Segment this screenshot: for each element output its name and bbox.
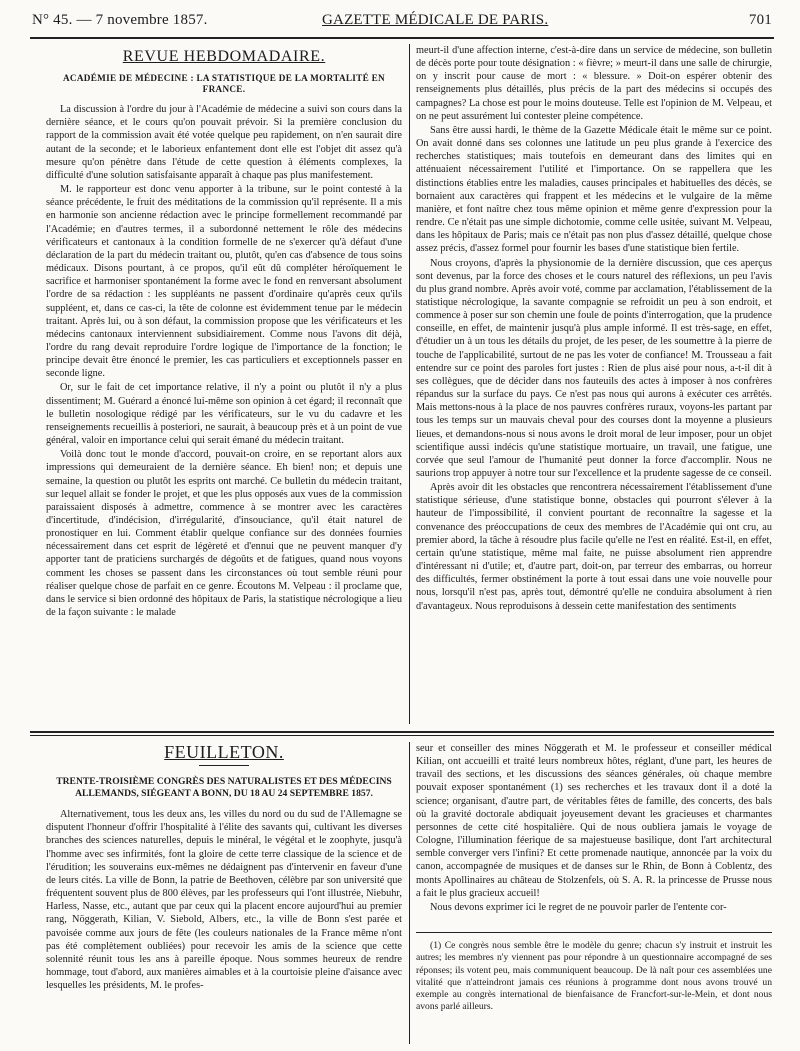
revue-paragraph: Après avoir dit les obstacles que rencontrera nécessairement l'établissement d'une statistique sérieuse, d'une statistique bonne, obstacles qui pourront s'élever à la hauteur de l'impossibilité, il convient pourtant de reconnaître la sagesse et la convenance des préoccupations de ceux des membres de l'Académie qui ont cru, au premier abord, la tâche à résoudre plus facile qu'elle ne l'est en réalité. Est-il, en effet, certain qu'une statistique, même mal faite, ne puisse absolument rien apprendre d'intéressant ni d'utile; et, d'autre part, doit-on, par terreur des embarras, ou horreur des difficultés, fermer obstinément la porte à tout essai dans une voie nouvelle pour nous, lorsqu'il n'est pas, après tout, démontré qu'elle ne conduira absolument à rien d'avantageux. Nous reproduisons à dessein cette manifestation des sentiments	[416, 482, 772, 612]
column-divider	[409, 742, 410, 1044]
issue-number: N° 45. — 7 novembre 1857.	[32, 12, 208, 28]
title-ornament-rule	[199, 765, 249, 766]
revue-right-column	[416, 44, 772, 724]
revue-left-column	[46, 44, 402, 724]
feuilleton-title: FEUILLETON.	[164, 742, 284, 762]
revue-paragraph: La discussion à l'ordre du jour à l'Académie de médecine a suivi son cours dans la dernière séance, et le cours qu'on pouvait prévoir. Si la première conclusion du rapport de la commission avait été votée quelque peu rapidement, on n'en saurait dire autant de la seconde; et le laborieux enfantement dont elle est l'objet dit assez qu'à mesure qu'on pénètre dans l'étude de cette question à éléments complexes, la difficulté d'une solution satisfaisante apparaît à chaque pas plus manifestement.	[46, 104, 402, 181]
newspaper-title: GAZETTE MÉDICALE DE PARIS.	[322, 12, 549, 28]
revue-paragraph: M. le rapporteur est donc venu apporter à la tribune, sur le point contesté à la séance précédente, le fruit des méditations de la commission qu'il représente. Il a mis en harmonie son ancienne rédaction avec le principe formellement recommandé par l'Académie; en d'autres termes, il a subordonné nettement le rôle des médecins vérificateurs et cantonaux à la condition formelle de ne s'exercer qu'à défaut d'une déclaration de la part du médecin traitant ou, plutôt, qu'en cas d'absence de tous soins médicaux. Disons pourtant, à ce propos, qu'il eût dû compléter héroïquement le sacrifice et harmoniser spontanément la forme avec le fond en renversant absolument l'ordre de sa rédaction : les suppléants ne passent d'ordinaire qu'après ceux qu'ils suppléent, et, dans ce cas-ci, la tête de colonne est évidemment tenue par le médecin traitant. Après lui, ou à son défaut, la commission propose que les vérificateurs et les médecins cantonaux interviennent subsidiairement. Comme nous l'avons dit déjà, l'ordre du rang devait reproduire l'ordre logique de l'importance de la fonction; le principe devait être énoncé le premier, les cas particuliers et exceptionnels passer en seconde ligne.	[46, 184, 402, 380]
revue-paragraph: Nous croyons, d'après la physionomie de la dernière discussion, que ces aperçus sont devenus, par la force des choses et le cours naturel des réflexions, un peu l'avis du plus grand nombre. Après avoir voté, comme par acclamation, l'établissement de la statistique nécrologique, la savante compagnie se refroidit un peu à son endroit, et commence à poser sur son chemin une foule de points d'interrogation, que la prudence conseille, en effet, de maintenir jusqu'à plus ample informé. Il est très-sage, en effet, d'étudier un à un tous les détails du projet, de les peser, de les soumettre à la pierre de touche de l'applicabilité, surtout de ne pas les voter de confiance! M. Trousseau a fait entendre sur ce point des paroles fort justes : Rien de plus aisé pour nous, a-t-il dit à ses collègues, que de décider dans nos fauteuils des actes à imposer à nos confrères répandus sur la surface du pays. Ce n'est pas nous qui aurons à exécuter ces arrêtés. Mais mettons-nous à la place de nos pauvres confrères ruraux, voyons-les partant par tous les temps sur un mauvais cheval pour des courses dont la moyenne a plusieurs lieues, et demandons-nous si nous avons le droit moral de leur imposer, pour un objet scientifique aussi indécis qu'une statistique mortuaire, un travail, une fatigue, une corvée que seul l'amour de l'humanité peut donner la force d'accomplir. Nous ne saurions trop appuyer à notre tour sur l'excellence et la prudente sagesse de ce conseil.	[416, 257, 772, 479]
revue-paragraph: Sans être aussi hardi, le thème de la Gazette Médicale était le même sur ce point. On avait donné dans ses colonnes une latitude un peu plus grande à l'exercice des recherches statistiques; mais toutefois en demeurant dans des limites qui en atténuaient nécessairement l'utilité et l'importance. On se rappellera que les distinctions établies entre les maladies, causes principales et habituelles des décès, se bornaient aux caractères qui frappent et les médecins et le vulgaire de la même manière, et font naître chez tous même opinion et même genre d'expression pour la rendre. Ce n'était pas une simple dichotomie, comme celle usitée, suivant M. Velpeau, dans les hôpitaux de Paris; mais ce n'était pas non plus d'assez détaillé, quelque chose assez précis, d'assez formel pour fournir les bases d'une statistique bien fertile.	[416, 124, 772, 255]
feuilleton-paragraph: Nous devons exprimer ici le regret de ne pouvoir parler de l'entente cor-	[430, 901, 727, 913]
feuilleton-right-column	[416, 742, 772, 922]
feuilleton-paragraph: Alternativement, tous les deux ans, les villes du nord ou du sud de l'Allemagne se disputent l'honneur d'offrir l'hospitalité à l'élite des savants qui, cultivant les diverses branches des sciences naturelles, depuis le minéral, le végétal et le zoophyte, jusqu'à l'homme avec ses infirmités, font la gloire de cette terre classique de la science et de l'érudition; les souverains eux-mêmes ne dédaignent pas d'intervenir en faveur d'une de leurs cités. La ville de Bonn, la patrie de Beethoven, célèbre par son université que fréquentent souvent plus de 800 élèves, par les professeurs qui l'ont illustrée, Niebuhr, Harless, Nasse, etc., autant que par ceux qui la placent encore aujourd'hui au premier rang, Nöggerath, Kilian, V. Siebold, Albers, etc., la ville de Bonn s'est parée et pavoisée comme aux jours de fête (les couleurs nationales de la France même n'ont pas été complètement oubliées) pour recevoir les amis de la science que cette solennité réunit tous les ans à pareille époque. Nous sommes heureux de rendre hommage, tout d'abord, aux manières aimables et à la courtoisie pleine d'aisance avec lesquelles les présidents, M. le profes-	[46, 809, 402, 992]
revue-title: REVUE HEBDOMADAIRE.	[122, 48, 326, 65]
feuilleton-subtitle: TRENTE-TROISIÈME CONGRÈS DES NATURALISTES ET DES MÉDECINS ALLEMANDS, SIÉGEANT A BONN, DU 18 AU 24 SEPTEMBRE 1857.	[56, 776, 392, 800]
page-number: 701	[748, 12, 772, 28]
column-divider	[409, 44, 410, 724]
revue-paragraph: meurt-il d'une affection interne, c'est-à-dire dans un service de médecine, son bulletin de décès porte pour toute désignation : « fièvre; » meurt-il dans une salle de chirurgie, on y inscrit pour cause de mort : « blessure. » Doit-on espérer obtenir des renseignements plus détaillés, plus précis de la part des médecins si occupés des campagnes? La chose est pour le moins douteuse. Telle est l'opinion de M. Velpeau, et on ne peut assurément lui contester pleine compétence.	[416, 45, 772, 122]
feuilleton-paragraph: seur et conseiller des mines Nöggerath et M. le professeur et conseiller médical Kilian, ont accueilli et traité leurs nombreux hôtes, réglant, d'une part, les heures de travail des sections, et les discussions des séances générales, où chaque membre pouvait exposer spontanément (1) ses recherches et les travaux dont il a doté la science; organisant, d'autre part, de véritables fêtes de famille, des concerts, des bals où la gravité doctorale abdiquait joyeusement devant les gracieuses et charmantes personnes de cette cité hospitalière. Qui de nous oubliera jamais le voyage de Cologne, l'illumination féerique de sa majestueuse basilique, dont l'art architectural semble converger vers l'infini? Et cette promenade nautique, annoncée par la voix du canon, accompagnée de musiques et de danses sur le Rhin, de Bonn à Coblentz, des monts Apollinaires au château de Stolzenfels, où S. A. R. la princesse de Prusse nous a fait le plus gracieux accueil!	[416, 743, 772, 899]
masthead	[32, 12, 772, 34]
feuilleton-divider-thin	[30, 735, 774, 736]
footnote	[416, 940, 772, 1044]
feuilleton-left-column	[46, 742, 402, 1044]
revue-paragraph: Voilà donc tout le monde d'accord, pouvait-on croire, en se reportant alors aux impressions qui demeuraient de la dernière séance. Eh bien! non; et depuis une semaine, la question ou plutôt les esprits ont marché. Ce bulletin du médecin traitant, sur lequel allait se fonder le projet, et que les plus opposés aux vues de la commission paraissaient disposés à admettre, commence à se montrer avec les caractères d'incertitude, d'indécision, d'irrégularité, d'insouciance, qu'il était naturel de pronostiquer en lui. Comment établir quelque confiance sur des données fournies nécessairement dans cet esprit de légèreté et d'ennui que ne peuvent manquer d'y apporter tant de praticiens surchargés de dégoûts et de fatigues, quand nous voyons comment les choses se passent dans les circonstances où tout semble réuni pour réaliser quelque chose de parfait en ce genre. Écoutons M. Velpeau : il proclame que, dans le service si bien ordonné des hôpitaux de Paris, la statistique nécrologique a lieu de la façon suivante : le malade	[46, 449, 402, 619]
footnote-text: (1) Ce congrès nous semble être le modèle du genre; chacun s'y instruit et instruit les autres; les membres n'y viennent pas pour répondre à un questionnaire accompagné de ses réponses; ils votent peu, mais communiquent beaucoup. De là naît pour ces assemblées une vitalité que n'atteindront jamais ces réunions à programme dont nous avons trouvé un exemple au congrès international de bienfaisance de Francfort-sur-le-Mein, et dont nous avons parlé ailleurs.	[416, 940, 772, 1013]
masthead-rule	[30, 37, 774, 39]
footnote-rule	[416, 932, 772, 933]
revue-subtitle: ACADÉMIE DE MÉDECINE : LA STATISTIQUE DE LA MORTALITÉ EN FRANCE.	[62, 73, 385, 95]
revue-paragraph: Or, sur le fait de cet importance relative, il n'y a point ou plutôt il n'y a plus dissentiment; M. Guérard a énoncé lui-même son opinion à cet égard; il reconnaît que le bulletin nosologique rédigé par les vérificateurs, sur le vu du cadavre et les renseignements recueillis à posteriori, ne saurait, à beaucoup près et à un point de vue général, valoir en importance celui qui serait émané du médecin traitant.	[46, 382, 402, 447]
feuilleton-divider	[30, 731, 774, 733]
